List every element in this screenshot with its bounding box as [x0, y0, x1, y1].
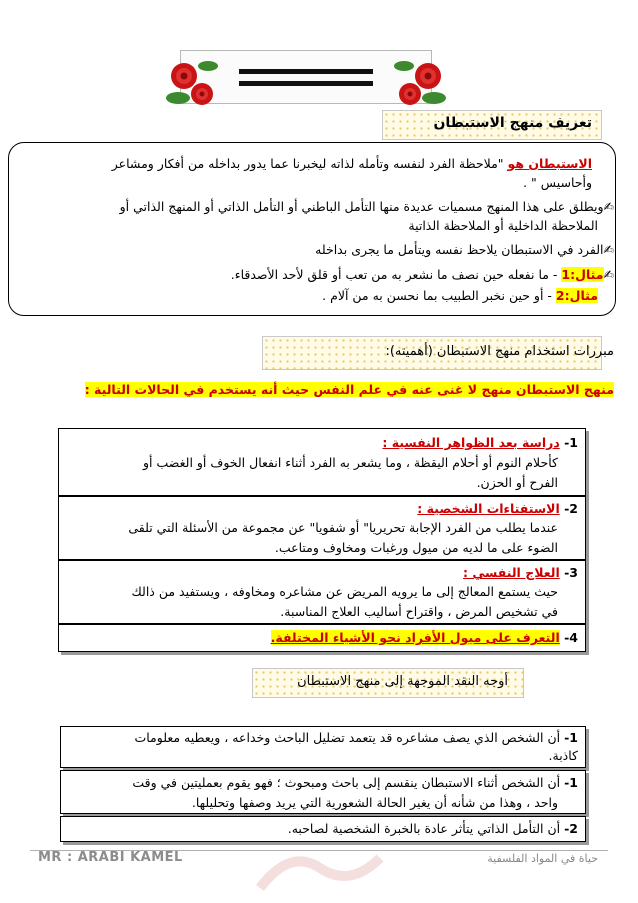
justification-4-heading: 4- التعرف على ميول الأفراد نحو الأشياء المختلفة.: [270, 630, 578, 645]
justification-3-line-1: حيث يستمع المعالج إلى ما يرويه المريض عن مشاعره ومخاوفه ، ويستفيد من ذالك: [131, 584, 558, 599]
justification-2-line-1: عندما يطلب من الفرد الإجابة تحريريا" أو شفويا" عن مجموعة من الأسئلة التي تلقى: [128, 520, 558, 535]
definition-term: الاستبطان هو: [507, 156, 592, 171]
pen-bullet-icon: ✍: [603, 267, 614, 282]
definition-example-1: [231, 265, 614, 284]
definition-line-2: وأحاسيس " .: [523, 175, 592, 190]
justification-3-heading: 3- العلاج النفسي :: [463, 565, 578, 580]
example-1-text: - ما نفعله حين نصف ما نشعر به من تعب أو قلق لأحد الأصدقاء.: [230, 267, 562, 282]
definition-line-1: [112, 154, 592, 173]
justification-3-line-2: في تشخيص المرض ، واقتراح أساليب العلاج المناسبة.: [280, 604, 558, 619]
definition-bullet-1-cont: الملاحظة الداخلية أو الملاحظة الذاتية: [408, 218, 598, 233]
criticism-1-line-1: 1- أن الشخص الذي يصف مشاعره قد يتعمد تضليل الباحث وخداعه ، ويعطيه معلومات: [134, 730, 578, 745]
justification-2-heading: 2- الاستفتاءات الشخصية :: [417, 501, 578, 516]
justification-2-line-2: الضوء على ما لديه من ميول ورغبات ومخاوف ومتاعب.: [274, 540, 558, 555]
example-1-label: مثال:1: [561, 267, 604, 282]
justifications-intro: منهج الاستبطان منهج لا غنى عنه في علم النفس حيث أنه يستخدم في الحالات التالية :: [84, 382, 614, 397]
justification-1-line-1: كأحلام النوم أو أحلام اليقظة ، وما يشعر به الفرد أثناء انفعال الخوف أو الغضب أو: [143, 455, 558, 470]
watermark-shape: [250, 838, 390, 898]
rose-ornament-left: [164, 54, 220, 110]
criticism-3-line-1: 2- أن التأمل الذاتي يتأثر عادة بالخبرة الشخصية لصاحبه.: [287, 821, 578, 836]
footer-tagline: حياة في المواد الفلسفية: [487, 852, 598, 865]
footer-author: MR : ARABI KAMEL: [38, 850, 183, 865]
definition-bullet-1: ✍ويطلق على هذا المنهج مسميات عديدة منها التأمل الباطني أو التأمل الذاتي أو المنهج الذاتي أو: [119, 199, 614, 214]
definition-bullet-2: ✍الفرد في الاستبطان يلاحظ نفسه ويتأمل ما يجرى بداخله: [315, 242, 614, 257]
criticism-title: أوجه النقد الموجهة إلى منهج الاستبطان: [297, 674, 508, 689]
header-rule-bottom: [239, 81, 373, 86]
example-2-label: مثال:2: [555, 288, 598, 303]
criticism-2-line-2: واحد ، وهذا من شأنه أن يغير الحالة الشعورية التي يريد وصفها وتحليلها.: [191, 795, 558, 810]
justification-1-line-2: الفرح أو الحزن.: [476, 475, 558, 490]
definition-example-2: [322, 286, 598, 305]
justifications-title: مبررات استخدام منهج الاستبطان (أهميته):: [385, 344, 614, 359]
criticism-2-line-1: 1- أن الشخص أثناء الاستبطان ينقسم إلى باحث ومبحوث ؛ فهو يقوم بعمليتين في وقت: [132, 775, 578, 790]
definition-title: تعريف منهج الاستبطان: [433, 115, 592, 131]
pen-bullet-icon: ✍: [603, 242, 614, 257]
definition-quote: "ملاحظة الفرد لنفسه وتأمله لذاته ليخبرنا عما يدور بداخله من أفكار ومشاعر: [111, 156, 508, 171]
criticism-1-line-2: كاذبة.: [548, 748, 578, 763]
rose-ornament-right: [392, 54, 448, 110]
example-2-text: - أو حين نخبر الطبيب بما نحسن به من آلام .: [322, 288, 556, 303]
header-rule-top: [239, 69, 373, 74]
pen-bullet-icon: ✍: [603, 199, 614, 214]
justification-1-heading: 1- دراسة بعد الظواهر النفسية :: [382, 435, 578, 450]
